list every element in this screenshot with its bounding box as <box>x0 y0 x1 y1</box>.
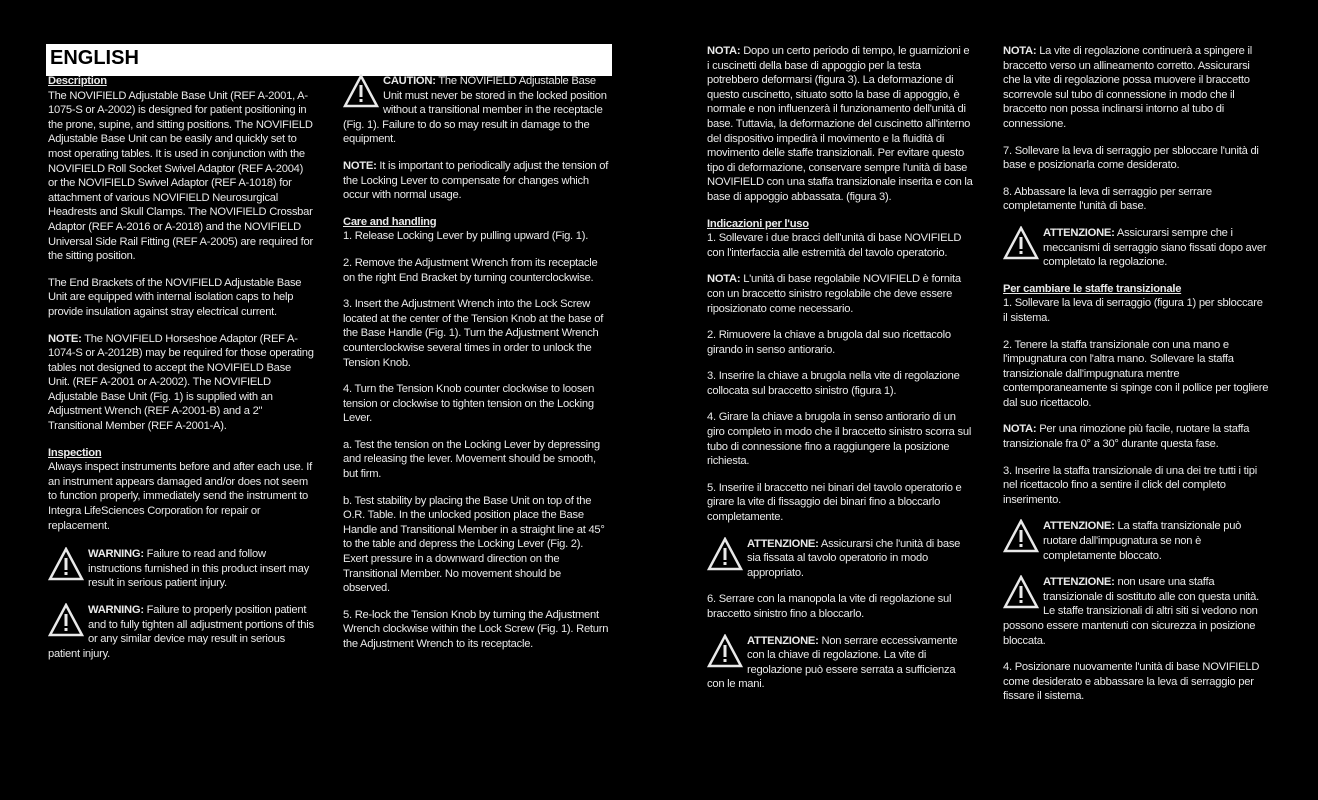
attention-4 <box>1003 519 1269 563</box>
care-step: 4. Turn the Tension Knob counter clockwise to loosen tension or clockwise to tighten tension on the Locking Lever. <box>343 383 595 425</box>
change-step-3: 3. Inserire la staffa transizionale di una dei tre tutti i tipi nel ricettacolo fino a sentire il click del completo inserimento. <box>1003 464 1257 506</box>
attention-text: Non serrare eccessivamente con la chiave di regolazione. La vite di regolazione può essere serrata a sufficienza con le mani. <box>707 634 958 691</box>
change-step: 2. Tenere la staffa transizionale con una mano e l'impugnatura con l'altra mano. Sollevare la staffa transizionale dall'impugnatura mentre contemporaneamente si spinge con il pollice per togliere dal suo ricettacolo. <box>1003 338 1269 409</box>
warning-icon <box>707 537 743 571</box>
nota-3 <box>1003 44 1269 132</box>
usage-step: 2. Rimuovere la chiave a brugola dal suo ricettacolo girando in senso antiorario. <box>707 329 951 356</box>
english-column-1 <box>48 74 314 673</box>
warning-1 <box>48 547 314 591</box>
care-step: 1. Release Locking Lever by pulling upward (Fig. 1). <box>343 230 589 243</box>
usage-step: 5. Inserire il braccetto nei binari del tavolo operatorio e girare la vite di fissaggio dei binari fino a bloccarlo completamente. <box>707 481 962 524</box>
attention-label: ATTENZIONE: <box>747 537 819 550</box>
nota-text: La vite di regolazione continuerà a spingere il braccetto verso un allineamento corretto. Assicurarsi che la vite di regolazione possa muovere il braccetto scorrevole sul tubo di connessione in modo che il braccetto non possa inclinarsi intorno al tubo di connessione. <box>1003 45 1252 130</box>
attention-label: ATTENZIONE: <box>1043 520 1115 533</box>
note-text: It is important to periodically adjust the tension of the Locking Lever to compensate for changes which occur with normal usage. <box>343 159 609 202</box>
nota-text: L'unità di base regolabile NOVIFIELD è fornita con un braccetto sinistro regolabile che deve essere riposizionato come necessario. <box>707 273 961 315</box>
english-heading: ENGLISH <box>50 47 139 69</box>
description-text: The NOVIFIELD Adjustable Base Unit (REF A-2001, A-1075-S or A-2002) is designed for patient positioning in the prone, supine, and sitting positions. The NOVIFIELD Adjustable Base Unit can be easily and quickly set to most operating tables. It is used in conjunction with the NOVIFIELD Roll Socket Swivel Adaptor (REF A-2004) or the NOVIFIELD Swivel Adaptor (REF A-1018) for attachment of various NOVIFIELD Neurosurgical Headrests and Skull Clamps. The NOVIFIELD Crossbar Adaptor (REF A-2016 or A-2018) and the NOVIFIELD Universal Side Rail Fitting (REF A-2005) are required for the sitting position. <box>48 89 313 263</box>
attention-text: non usare una staffa transizionale di sostituto alle con questa unità. Le staffe transizionali di altri siti si vedono non possono essere mantenuti con sicurezza in posizione bloccata. <box>1003 576 1259 647</box>
nota-text: Dopo un certo periodo di tempo, le guarnizioni e i cuscinetti della base di appoggio per la testa potrebbero deformarsi (figura 3). La deformazione di questo cuscinetto, situato sotto la base di appoggio, è normale e non influenzerà il funzionamento dell'unità di base. Tuttavia, la deformazione del cuscinetto all'interno del dispositivo impedirà il movimento e la fluidità di movimento delle staffe transizionali. Per evitare questo tipo di deformazione, conservare sempre l'unità di base NOVIFIELD con una staffa transizionale inserita e con la base di appoggio abbassata. (figura 3). <box>707 45 973 203</box>
warning-text: Failure to properly position patient and to fully tighten all adjustment portions of this or any similar device may result in serious patient injury. <box>48 604 314 660</box>
usage-step: 3. Inserire la chiave a brugola nella vite di regolazione collocata sul braccetto sinistro (figura 1). <box>707 370 960 397</box>
attention-text: Assicurarsi sempre che i meccanismi di serraggio siano fissati dopo aver completato la regolazione. <box>1043 226 1267 269</box>
nota-label: NOTA: <box>1003 423 1037 436</box>
warning-2 <box>48 603 314 661</box>
nota-label: NOTA: <box>1003 45 1037 57</box>
care-title: Care and handling <box>343 215 437 228</box>
step-6: 6. Serrare con la manopola la vite di regolazione sul braccetto sinistro fino a bloccarlo. <box>707 593 952 620</box>
attention-2 <box>707 634 973 692</box>
warning-label: WARNING: <box>88 604 144 616</box>
nota-label: NOTA: <box>707 273 741 286</box>
caution-icon <box>343 74 379 108</box>
nota-text: Per una rimozione più facile, ruotare la staffa transizionale fra 0° a 30° durante questa fase. <box>1003 423 1250 451</box>
warning-icon <box>48 603 84 637</box>
care-step: 2. Remove the Adjustment Wrench from its receptacle on the right End Bracket by turning counterclockwise. <box>343 256 598 284</box>
attention-1 <box>707 537 973 581</box>
warning-icon <box>48 547 84 581</box>
attention-text: Assicurarsi che l'unità di base sia fissata al tavolo operatorio in modo appropriato. <box>747 537 961 579</box>
lock-step: 7. Sollevare la leva di serraggio per sbloccare l'unità di base e posizionarla come desiderato. <box>1003 144 1259 172</box>
italian-column-1 <box>707 44 973 704</box>
attention-label: ATTENZIONE: <box>1043 226 1115 239</box>
lock-step: 8. Abbassare la leva di serraggio per serrare completamente l'unità di base. <box>1003 185 1212 213</box>
english-column-2 <box>343 74 609 664</box>
attention-5 <box>1003 575 1269 648</box>
note-label: NOTE: <box>343 159 377 172</box>
attention-label: ATTENZIONE: <box>747 634 819 647</box>
caution-text: The NOVIFIELD Adjustable Base Unit must never be stored in the locked position without a transitional member in the receptacle (Fig. 1). Failure to do so may result in damage to the equipment. <box>343 75 607 146</box>
nota-label: NOTA: <box>707 45 741 57</box>
nota-4 <box>1003 422 1269 451</box>
warning-icon <box>1003 226 1039 260</box>
nota-1 <box>707 44 973 205</box>
attention-3 <box>1003 226 1269 270</box>
italian-column-2 <box>1003 44 1269 716</box>
change-step: 1. Sollevare la leva di serraggio (figura 1) per sbloccare il sistema. <box>1003 297 1263 324</box>
care-step: a. Test the tension on the Locking Lever by depressing and releasing the lever. Movement should be smooth, but firm. <box>343 438 600 481</box>
attention-text: La staffa transizionale può ruotare dall'impugnatura se non è completamente bloccato. <box>1043 520 1242 562</box>
english-heading-bar <box>46 44 612 76</box>
end-brackets-text: The End Brackets of the NOVIFIELD Adjustable Base Unit are equipped with internal isolation caps to help provide insulation against stray electrical current. <box>48 276 302 318</box>
attention-label: ATTENZIONE: <box>1043 576 1115 589</box>
care-step: b. Test stability by placing the Base Unit on top of the O.R. Table. In the unlocked position place the Base Handle and Transitional Member in a straight line at 45° to the table and depress the Locking Lever (Fig. 2). Exert pressure in a downward direction on the Transitional Member. No movement should be observed. <box>343 494 605 595</box>
change-title: Per cambiare le staffe transizionale <box>1003 282 1182 295</box>
nota-2 <box>707 272 973 316</box>
note-1 <box>48 332 314 434</box>
caution-label: CAUTION: <box>383 75 436 87</box>
caution-block <box>343 74 609 147</box>
warning-text: Failure to read and follow instructions furnished in this product insert may result in serious patient injury. <box>88 548 309 590</box>
note-text: The NOVIFIELD Horseshoe Adaptor (REF A-1074-S or A-2012B) may be required for those operating tables not designed to accept the NOVIFIELD Base Unit. (REF A-2001 or A-2002). The NOVIFIELD Adjustable Base Unit (Fig. 1) is supplied with an Adjustment Wrench (REF A-2001-B) and a 2" Transitional Member (REF A-2001-A). <box>48 332 314 433</box>
usage-step: 4. Girare la chiave a brugola in senso antiorario di un giro completo in modo che il braccetto sinistro scorra sul tubo di connessione fino a raggiungere la posizione richiesta. <box>707 411 972 468</box>
note-label: NOTE: <box>48 332 82 345</box>
warning-label: WARNING: <box>88 548 144 561</box>
warning-icon <box>707 634 743 668</box>
warning-icon <box>1003 519 1039 553</box>
usage-text: 1. Sollevare i due bracci dell'unità di base NOVIFIELD con l'interfaccia alle estremità del tavolo operatorio. <box>707 232 962 259</box>
warning-icon <box>1003 575 1039 609</box>
note-2 <box>343 159 609 203</box>
inspection-text: Always inspect instruments before and after each use. If an instrument appears damaged and/or does not seem to function properly, immediately send the instrument to Integra LifeSciences Corporation for repair or replacement. <box>48 461 312 532</box>
description-title: Description <box>48 75 107 87</box>
inspection-title: Inspection <box>48 446 102 459</box>
care-step: 3. Insert the Adjustment Wrench into the Lock Screw located at the center of the Tension Knob at the base of the Base Handle (Fig. 1). Turn the Adjustment Wrench counterclockwise several times in order to unlock the Tension Knob. <box>343 298 604 369</box>
care-step: 5. Re-lock the Tension Knob by turning the Adjustment Wrench clockwise within the Lock Screw (Fig. 1). Return the Adjustment Wrench to its receptacle. <box>343 608 609 650</box>
change-step-4: 4. Posizionare nuovamente l'unità di base NOVIFIELD come desiderato e abbassare la leva di serraggio per fissare il sistema. <box>1003 661 1260 703</box>
usage-title: Indicazioni per l'uso <box>707 217 809 230</box>
